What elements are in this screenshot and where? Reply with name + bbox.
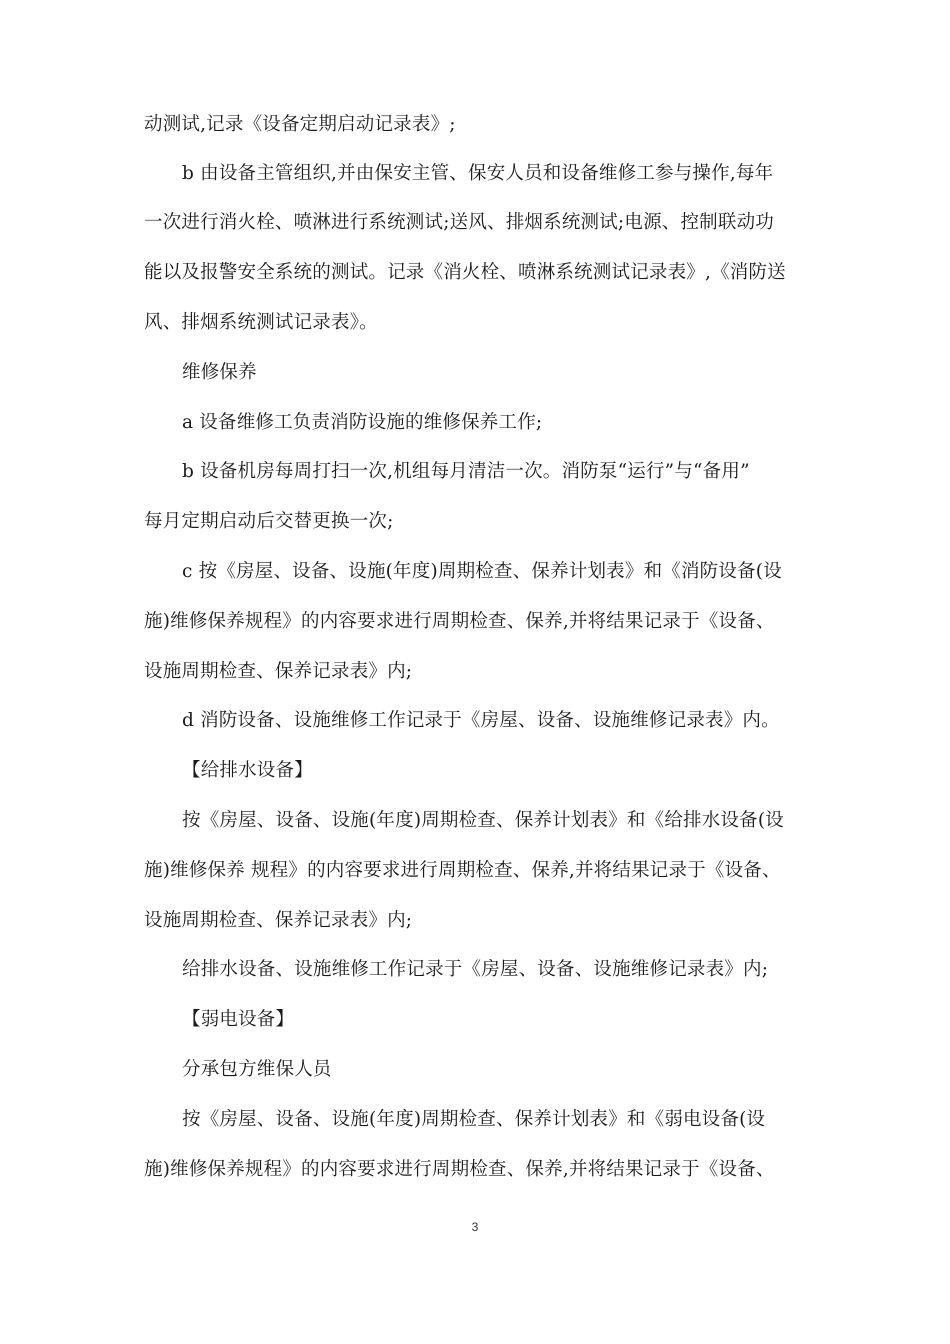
text-line: 风、排烟系统测试记录表》。 xyxy=(144,312,378,333)
text-line: 施)维修保养规程》的内容要求进行周期检查、保养,并将结果记录于《设备、 xyxy=(144,1159,775,1180)
text-line: 能以及报警安全系统的测试。记录《消火栓、喷淋系统测试记录表》,《消防送 xyxy=(144,262,786,283)
text-line: 动测试,记录《设备定期启动记录表》; xyxy=(144,114,456,135)
text-line: 给排水设备、设施维修工作记录于《房屋、设备、设施维修记录表》内; xyxy=(182,959,769,980)
text-line: 按《房屋、设备、设施(年度)周期检查、保养计划表》和《弱电设备(设 xyxy=(182,1109,766,1130)
text-line: 按《房屋、设备、设施(年度)周期检查、保养计划表》和《给排水设备(设 xyxy=(182,810,784,831)
text-line: 分承包方维保人员 xyxy=(182,1059,332,1080)
text-line: b 由设备主管组织,并由保安主管、保安人员和设备维修工参与操作,每年 xyxy=(182,163,774,184)
page-number: 3 xyxy=(471,1220,479,1234)
text-line: 设施周期检查、保养记录表》内; xyxy=(144,661,413,682)
text-line: 每月定期启动后交替更换一次; xyxy=(144,511,394,532)
text-line: b 设备机房每周打扫一次,机组每月清洁一次。消防泵“运行”与“备用” xyxy=(182,461,750,482)
text-line: 施)维修保养规程》的内容要求进行周期检查、保养,并将结果记录于《设备、 xyxy=(144,611,775,632)
text-line: a 设备维修工负责消防设施的维修保养工作; xyxy=(182,412,543,433)
section-heading: 维修保养 xyxy=(182,362,257,383)
text-line: 施)维修保养 规程》的内容要求进行周期检查、保养,并将结果记录于《设备、 xyxy=(144,860,781,881)
text-line: c 按《房屋、设备、设施(年度)周期检查、保养计划表》和《消防设备(设 xyxy=(182,561,782,582)
section-heading: 【给排水设备】 xyxy=(182,760,313,781)
text-line: 一次进行消火栓、喷淋进行系统测试;送风、排烟系统测试;电源、控制联动功 xyxy=(144,212,774,233)
text-line: d 消防设备、设施维修工作记录于《房屋、设备、设施维修记录表》内。 xyxy=(182,710,780,731)
section-heading: 【弱电设备】 xyxy=(182,1009,295,1030)
text-line: 设施周期检查、保养记录表》内; xyxy=(144,910,413,931)
